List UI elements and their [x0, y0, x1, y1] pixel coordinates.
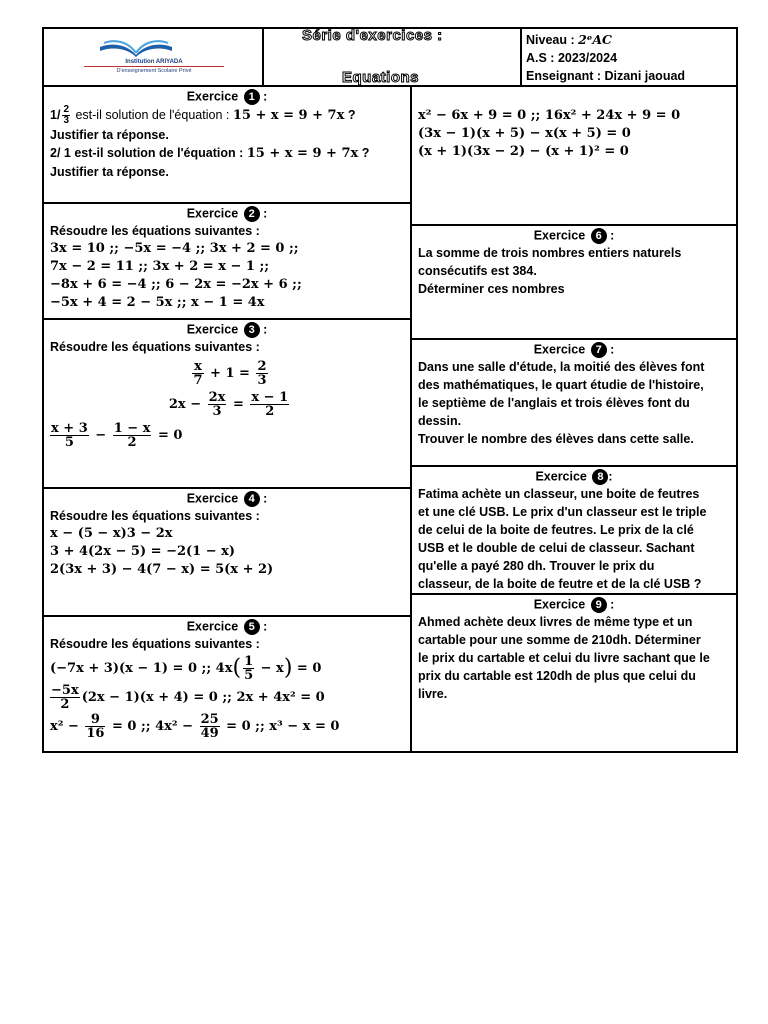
number-8-icon: 8 — [592, 469, 608, 485]
ex2-line-4: −5x + 4 = 2 − 5x ;; x − 1 = 4x — [50, 295, 265, 310]
ex2-line-2: 7x − 2 = 11 ;; 3x + 2 = x − 1 ;; — [50, 259, 270, 274]
ex5-cont-line-2: (3x − 1)(x + 5) − x(x + 5) = 0 — [418, 126, 631, 141]
ex3-eq-1: $\frac{x}{7}$ + 1 = $\frac{2}{3}$ — [193, 359, 267, 388]
niveau-label: Niveau : — [526, 33, 579, 47]
ex2-line-1: 3x = 10 ;; −5x = −4 ;; 3x + 2 = 0 ;; — [50, 241, 299, 256]
exercise-1-title: Exercice 1 : — [186, 89, 268, 104]
ex8-line-5: qu'elle a payé 280 dh. Trouver le prix du — [418, 559, 655, 573]
exercise-2 — [44, 204, 412, 320]
ex8-line-3: de celui de la boite de feutres. Le prix de la clé — [418, 523, 694, 537]
ex6-line-1: La somme de trois nombres entiers naturels — [418, 246, 682, 260]
ex6-line-2: consécutifs est 384. — [418, 264, 537, 278]
exercise-4-intro: Résoudre les équations suivantes : — [50, 509, 260, 523]
serie-subject: Equations — [342, 69, 420, 86]
ex4-line-3: 2(3x + 3) − 4(7 − x) = 5(x + 2) — [50, 562, 274, 577]
ex3-eq-3: $\frac{x + 3}{5}$ − $\frac{1 - x}{2}$ = 0 — [51, 421, 183, 450]
logo-underline — [84, 66, 224, 67]
ex9-line-2: cartable pour une somme de 210dh. Déterminer — [418, 633, 701, 647]
ex8-line-1: Fatima achète un classeur, une boite de feutres — [418, 487, 700, 501]
logo-name: Institution ARIYADA — [125, 59, 183, 65]
ex5-cont-line-1: x² − 6x + 9 = 0 ;; 16x² + 24x + 9 = 0 — [418, 108, 681, 123]
exercise-5-title: Exercice 5 : — [186, 619, 268, 634]
school-year: A.S : 2023/2024 — [526, 51, 618, 65]
exercise-5-intro: Résoudre les équations suivantes : — [50, 637, 260, 651]
exercise-7-title: Exercice 7 : — [533, 342, 615, 357]
exercise-2-title: Exercice 2 : — [186, 206, 268, 221]
serie-title: Série d'exercices : — [302, 29, 443, 44]
exercise-8-title: Exercice 8 : — [535, 469, 613, 484]
exercise-5-continued — [412, 87, 736, 226]
number-1-icon: 1 — [244, 89, 260, 105]
exercise-5 — [44, 617, 412, 751]
exercise-9-title: Exercice 9 : — [533, 597, 615, 612]
niveau-value: 2ᵉAC — [578, 32, 613, 47]
number-9-icon: 9 — [591, 597, 607, 613]
ex5-line-1: (−7x + 3)(x − 1) = 0 ;; 4x( $\frac{1}{5}$ − x) = 0 — [50, 654, 322, 683]
exercise-sheet — [42, 27, 738, 753]
exercise-2-intro: Résoudre les équations suivantes : — [50, 224, 260, 238]
exercise-1-justify-1: Justifier ta réponse. — [50, 128, 169, 142]
exercise-6 — [412, 226, 736, 340]
number-5-icon: 5 — [244, 619, 260, 635]
niveau — [526, 31, 736, 49]
ex8-line-4: USB et le double de celui de classeur. Sachant — [418, 541, 695, 555]
teacher: Enseignant : Dizani jaouad — [526, 69, 686, 83]
ex7-line-1: Dans une salle d'étude, la moitié des élèves font — [418, 360, 705, 374]
logo-subtitle: D'enseignement Scolaire Privé — [116, 68, 192, 74]
number-3-icon: 3 — [244, 322, 260, 338]
exercise-7 — [412, 340, 736, 467]
ex3-eq-2: 2x − $\frac{2x}{3}$ = $\frac{x - 1}{2}$ — [168, 390, 289, 419]
ex4-line-1: x − (5 − x)3 − 2x — [50, 526, 173, 541]
exercise-6-title: Exercice 6 : — [533, 228, 615, 243]
info-cell — [522, 29, 736, 87]
ex9-line-4: prix du cartable est 120dh de plus que celui du — [418, 669, 696, 683]
ex4-line-2: 3 + 4(2x − 5) = −2(1 − x) — [50, 544, 236, 559]
ex7-line-5: Trouver le nombre des élèves dans cette salle. — [418, 432, 694, 446]
number-6-icon: 6 — [591, 228, 607, 244]
ex8-line-2: et une clé USB. Le prix d'un classeur est le triple — [418, 505, 707, 519]
exercise-1 — [44, 87, 412, 204]
exercise-8 — [412, 467, 736, 595]
ex2-line-3: −8x + 6 = −4 ;; 6 − 2x = −2x + 6 ;; — [50, 277, 302, 292]
exercise-1-q2: 2/ 1 est-il solution de l'équation : 15 + x = 9 + 7x ? — [50, 146, 370, 161]
ex9-line-3: le prix du cartable et celui du livre sachant que le — [418, 651, 710, 665]
ex9-line-1: Ahmed achète deux livres de même type et un — [418, 615, 693, 629]
exercise-3-title: Exercice 3 : — [186, 322, 268, 337]
number-2-icon: 2 — [244, 206, 260, 222]
number-4-icon: 4 — [244, 491, 260, 507]
title-cell — [264, 29, 522, 87]
ex7-line-3: le septième de l'anglais et trois élèves font du — [418, 396, 690, 410]
logo-cell — [44, 29, 264, 87]
ex5-line-3: x² − $\frac{9}{16}$ = 0 ;; 4x² − $\frac{25}{49}$ = 0 ;; x³ − x = 0 — [50, 712, 340, 741]
ex9-line-5: livre. — [418, 687, 448, 701]
exercise-3 — [44, 320, 412, 489]
ex5-line-2: $\frac{-5x}{2}$ (2x − 1)(x + 4) = 0 ;; 2x + 4x² = 0 — [51, 683, 325, 712]
book-logo-icon — [96, 37, 176, 59]
number-7-icon: 7 — [591, 342, 607, 358]
ex6-line-3: Déterminer ces nombres — [418, 282, 565, 296]
exercise-4-title: Exercice 4 : — [186, 491, 268, 506]
exercise-1-justify-2: Justifier ta réponse. — [50, 165, 169, 179]
exercise-9 — [412, 595, 736, 751]
exercise-3-intro: Résoudre les équations suivantes : — [50, 340, 260, 354]
exercise-1-q1: 1/ $\frac{2}{3}$ est-il solution de l'équation : 15 + x = 9 + 7x ? — [50, 104, 356, 126]
ex7-line-4: dessin. — [418, 414, 462, 428]
ex7-line-2: des mathématiques, le quart étudie de l'histoire, — [418, 378, 704, 392]
exercise-4 — [44, 489, 412, 617]
ex8-line-6: classeur, de la boite de feutre et de la clé USB ? — [418, 577, 702, 591]
ex5-cont-line-3: (x + 1)(3x − 2) − (x + 1)² = 0 — [418, 144, 629, 159]
